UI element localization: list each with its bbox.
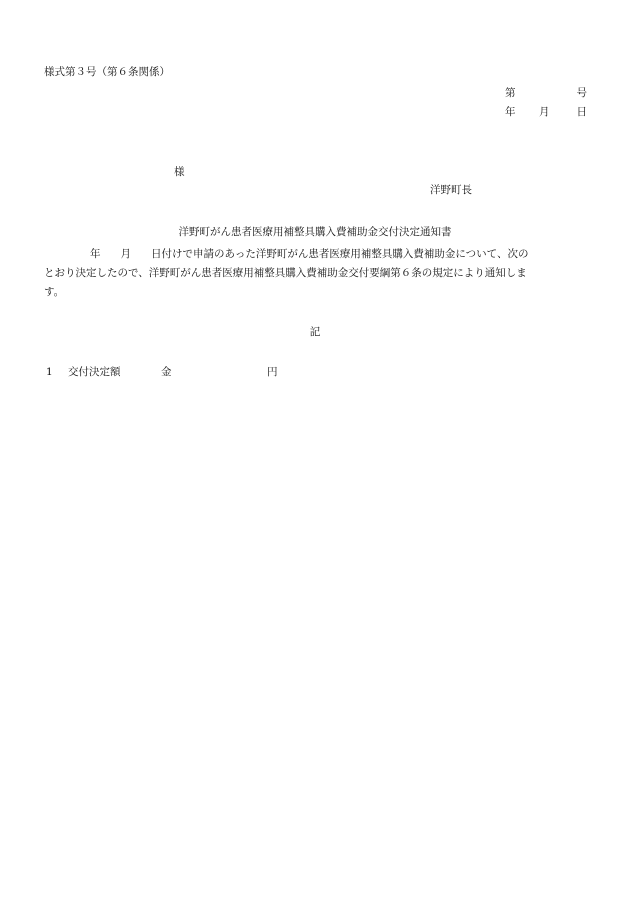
currency-unit: 円 (267, 366, 278, 378)
recipient: 様 (174, 166, 185, 178)
record-heading: 記 (309, 326, 321, 338)
document-number-prefix: 第 (505, 87, 516, 99)
item-number: 1 (46, 366, 53, 378)
item-label: 交付決定額 (68, 366, 121, 378)
document-number-suffix: 号 (576, 87, 587, 99)
body-line-2: とおり決定したので、洋野町がん患者医療用補整具購入費補助金交付要綱第６条の規定により通知しま (44, 267, 527, 279)
body-month-label: 月 (120, 248, 131, 260)
sender: 洋野町長 (430, 184, 472, 196)
document-title: 洋野町がん患者医療用補整具購入費補助金交付決定通知書 (178, 226, 452, 238)
date-month-label: 月 (539, 106, 550, 118)
body-line-1 (44, 245, 589, 264)
body-paragraph (44, 245, 589, 302)
body-year-label: 年 (90, 248, 101, 260)
currency-prefix: 金 (161, 366, 172, 378)
body-line-1-text: 日付けで申請のあった洋野町がん患者医療用補整具購入費補助金について、次の (151, 248, 529, 260)
body-line-3: す。 (44, 286, 65, 298)
date-day-label: 日 (576, 106, 587, 118)
form-number: 様式第３号（第６条関係） (44, 66, 170, 78)
date-year-label: 年 (505, 106, 516, 118)
